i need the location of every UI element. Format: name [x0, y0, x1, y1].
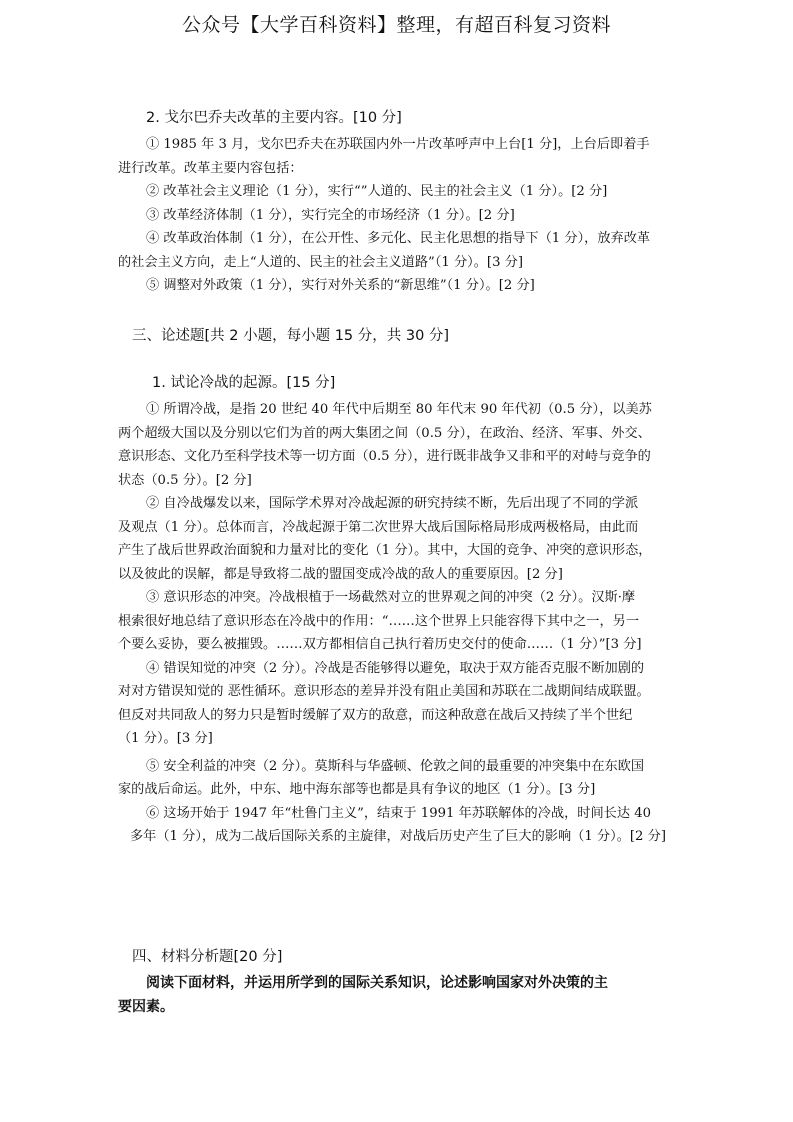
q2-line: ③ 改革经济体制（1 分），实行完全的市场经济（1 分）。[2 分]	[146, 207, 515, 223]
q1-line: ⑤ 安全利益的冲突（2 分）。莫斯科与华盛顿、伦敦之间的最重要的冲突集中在东欧国	[146, 758, 645, 774]
q2-line: ④ 改革政治体制（1 分），在公开性、多元化、民主化思想的指导下（1 分），放弃改革	[146, 231, 651, 246]
page-header: 公众号【大学百科资料】整理，有超百科复习资料	[181, 14, 611, 36]
q1-line: 产生了战后世界政治面貌和力量对比的变化（1 分）。其中，大国的竞争、冲突的意识形态，	[118, 543, 652, 558]
q2-line: 进行改革。改革主要内容包括：	[118, 160, 303, 176]
section-4-body	[118, 972, 678, 1019]
q1-line: 根索很好地总结了意识形态在冷战中的作用：“……这个世界上只能容得下其中之一，另一	[118, 613, 640, 629]
q2-line: 的社会主义方向，走上“人道的、民主的社会主义道路”（1 分）。[3 分]	[118, 254, 523, 270]
section-4-title	[118, 946, 678, 970]
q1-title-text: 1. 试论冷战的起源。[15 分]	[152, 375, 336, 391]
q2-line: ① 1985 年 3 月，戈尔巴乔夫在苏联国内外一片改革呼声中上台[1 分]，上台后即着手	[146, 137, 650, 152]
q1-line: 以及彼此的误解，都是导致将二战的盟国变成冷战的敌人的重要原因。[2 分]	[118, 566, 563, 582]
q1-line: 但反对共同敌人的努力只是暂时缓解了双方的敌意，而这种敌意在战后又持续了半个世纪	[118, 707, 633, 723]
q1-line: 多年（1 分），成为二战后国际关系的主旋律，对战后历史产生了巨大的影响（1 分）。[2 分]	[130, 829, 666, 844]
q2-line: ⑤ 调整对外政策（1 分），实行对外关系的“新思维”（1 分）。[2 分]	[146, 278, 535, 293]
q2-title-text: 2. 戈尔巴乔夫改革的主要内容。[10 分]	[146, 110, 402, 126]
q2-body	[118, 133, 678, 298]
q2-title	[118, 107, 678, 131]
q1-line: ④ 错误知觉的冲突（2 分）。冷战是否能够得以避免，取决于双方能否克服不断加剧的	[146, 660, 645, 676]
q1-line: ⑥ 这场开始于 1947 年“杜鲁门主义”，结束于 1991 年苏联解体的冷战，时间长达 40	[146, 805, 651, 821]
section-4-title-text: 四、材料分析题[20 分]	[132, 949, 283, 965]
q1-line: ② 自冷战爆发以来，国际学术界对冷战起源的研究持续不断，先后出现了不同的学派	[146, 496, 639, 511]
q1-title	[118, 372, 678, 396]
q1-line: 对对方错误知觉的 恶性循环。意识形态的差异并没有阻止美国和苏联在二战期间结成联盟。	[118, 684, 650, 699]
q1-line: 两个超级大国以及分别以它们为首的两大集团之间（0.5 分），在政治、经济、军事、外交、	[118, 425, 651, 441]
q2-line: ② 改革社会主义理论（1 分），实行“”人道的、民主的社会主义（1 分）。[2 分]	[146, 184, 608, 199]
q1-body	[118, 398, 678, 849]
q1-line: ③ 意识形态的冲突。冷战根植于一场截然对立的世界观之间的冲突（2 分）。汉斯·摩	[146, 590, 636, 605]
q1-line: 状态（0.5 分）。[2 分]	[118, 472, 252, 488]
q1-line: 家的战后命运。此外，中东、地中海东部等也都是具有争议的地区（1 分）。[3 分]	[118, 782, 596, 797]
section-3-title	[118, 325, 678, 349]
q1-line: （1 分）。[3 分]	[118, 731, 213, 746]
q1-line: 意识形态、文化乃至科学技术等一切方面（0.5 分），进行既非战争又非和平的对峙与竞争的	[118, 449, 651, 464]
q1-line: ① 所谓冷战，是指 20 世纪 40 年代中后期至 80 年代末 90 年代初（0.5 分），以美苏	[146, 402, 652, 417]
section-3-title-text: 三、论述题[共 2 小题，每小题 15 分，共 30 分]	[132, 328, 450, 344]
section-4-line: 阅读下面材料，并运用所学到的国际关系知识，论述影响国家对外决策的主	[146, 975, 608, 991]
section-4-line: 要因素。	[118, 998, 174, 1015]
q1-line: 个要么妥协，要么被摧毁。……双方都相信自己执行着历史交付的使命……（1 分）”[3 分]	[118, 637, 642, 652]
q1-line: 及观点（1 分）。总体而言，冷战起源于第二次世界大战后国际格局形成两极格局，由此而	[118, 519, 639, 535]
